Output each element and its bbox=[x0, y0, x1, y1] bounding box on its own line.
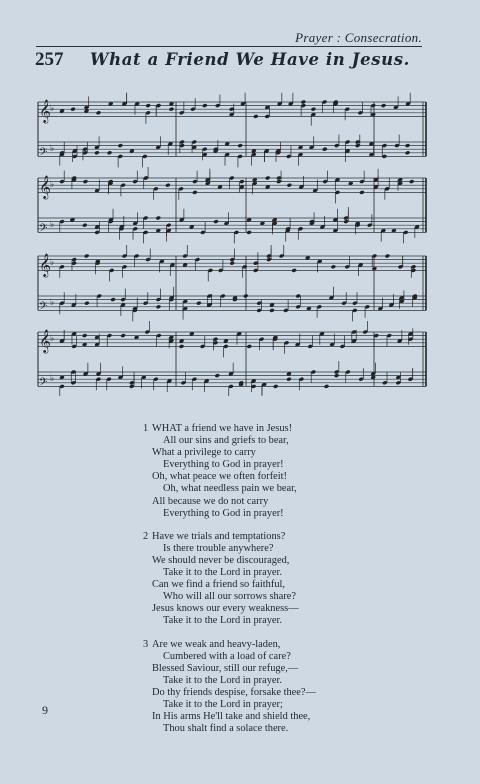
svg-text:♭: ♭ bbox=[50, 374, 55, 385]
lyric-line bbox=[143, 638, 382, 651]
music-score-icon bbox=[36, 92, 428, 396]
svg-text:♭: ♭ bbox=[50, 298, 55, 309]
lyric-text: What a privilege to carry bbox=[152, 447, 256, 459]
svg-text:𝄢: 𝄢 bbox=[39, 146, 48, 162]
lyric-text: Everything to God in prayer! bbox=[163, 459, 284, 471]
verse bbox=[143, 638, 382, 736]
lyric-text: Cumbered with a load of care? bbox=[163, 650, 291, 662]
lyric-text: Thou shalt find a solace there. bbox=[163, 723, 289, 735]
lyric-text: We should never be discouraged, bbox=[152, 554, 290, 566]
lyric-text: Do thy friends despise, forsake thee?— bbox=[152, 686, 316, 698]
lyric-line bbox=[152, 651, 382, 663]
verse-number: 1 bbox=[143, 423, 149, 434]
page-number: 9 bbox=[42, 703, 48, 717]
svg-text:♭: ♭ bbox=[50, 144, 55, 155]
lyric-line bbox=[152, 663, 382, 675]
lyric-text: All our sins and griefs to bear, bbox=[163, 435, 289, 447]
svg-text:𝄞: 𝄞 bbox=[39, 328, 51, 353]
lyric-text: Are we weak and heavy-laden, bbox=[152, 638, 281, 650]
lyric-line bbox=[152, 603, 382, 615]
lyric-text: All because we do not carry bbox=[152, 495, 269, 507]
hymn-title: What a Friend We Have in Jesus. bbox=[90, 50, 410, 69]
svg-text:♭: ♭ bbox=[50, 258, 55, 269]
lyric-text: Take it to the Lord in prayer. bbox=[163, 615, 283, 627]
header-rule bbox=[36, 46, 422, 47]
category-heading: Prayer : Consecration. bbox=[295, 30, 422, 45]
lyric-line bbox=[152, 615, 382, 627]
lyric-line bbox=[152, 471, 382, 483]
lyric-text: Jesus knows our every weakness— bbox=[152, 603, 299, 615]
svg-text:𝄞: 𝄞 bbox=[39, 98, 51, 123]
lyric-text: Blessed Saviour, still our refuge,— bbox=[152, 662, 299, 674]
verse bbox=[143, 530, 382, 628]
lyric-line bbox=[152, 447, 382, 459]
lyric-line bbox=[152, 483, 382, 495]
lyric-text: Oh, what peace we often forfeit! bbox=[152, 471, 288, 483]
lyric-line bbox=[152, 567, 382, 579]
svg-text:𝄞: 𝄞 bbox=[39, 252, 51, 277]
lyric-text: Everything to God in prayer! bbox=[163, 507, 284, 519]
svg-text:𝄢: 𝄢 bbox=[39, 376, 48, 392]
lyric-line bbox=[152, 699, 382, 711]
lyric-text: Who will all our sorrows share? bbox=[163, 591, 297, 603]
verse-number: 3 bbox=[143, 638, 149, 650]
svg-text:♭: ♭ bbox=[50, 334, 55, 345]
lyric-line bbox=[152, 459, 382, 471]
lyric-line bbox=[152, 711, 382, 723]
svg-text:𝄢: 𝄢 bbox=[39, 300, 48, 316]
lyric-text: WHAT a friend we have in Jesus! bbox=[152, 423, 293, 434]
lyric-line bbox=[152, 435, 382, 447]
hymn-number: 257 bbox=[35, 49, 64, 70]
svg-text:𝄞: 𝄞 bbox=[39, 174, 51, 199]
lyric-text: Have we trials and temptations? bbox=[152, 530, 286, 542]
lyric-line bbox=[152, 687, 382, 699]
lyric-line bbox=[143, 530, 382, 543]
lyric-text: Oh, what needless pain we bear, bbox=[163, 483, 297, 495]
verse bbox=[143, 423, 382, 520]
lyric-line bbox=[152, 675, 382, 687]
lyric-text: Can we find a friend so faithful, bbox=[152, 579, 286, 591]
lyric-text: Take it to the Lord in prayer. bbox=[163, 674, 283, 686]
lyric-line bbox=[152, 723, 382, 735]
lyrics bbox=[143, 423, 382, 746]
lyric-line bbox=[152, 543, 382, 555]
svg-text:♭: ♭ bbox=[50, 220, 55, 231]
lyric-line bbox=[152, 579, 382, 591]
verse-number: 2 bbox=[143, 530, 149, 542]
lyric-text: In His arms He'll take and shield thee, bbox=[152, 711, 311, 723]
lyric-line bbox=[152, 591, 382, 603]
lyric-line bbox=[152, 555, 382, 567]
lyric-text: Is there trouble anywhere? bbox=[163, 542, 274, 554]
svg-text:♭: ♭ bbox=[50, 180, 55, 191]
lyric-line bbox=[143, 423, 382, 435]
svg-text:♭: ♭ bbox=[50, 104, 55, 115]
lyric-text: Take it to the Lord in prayer. bbox=[163, 567, 283, 579]
lyric-text: Take it to the Lord in prayer; bbox=[163, 698, 283, 710]
lyric-line bbox=[152, 508, 382, 520]
svg-text:𝄢: 𝄢 bbox=[39, 222, 48, 238]
lyric-line bbox=[152, 496, 382, 508]
